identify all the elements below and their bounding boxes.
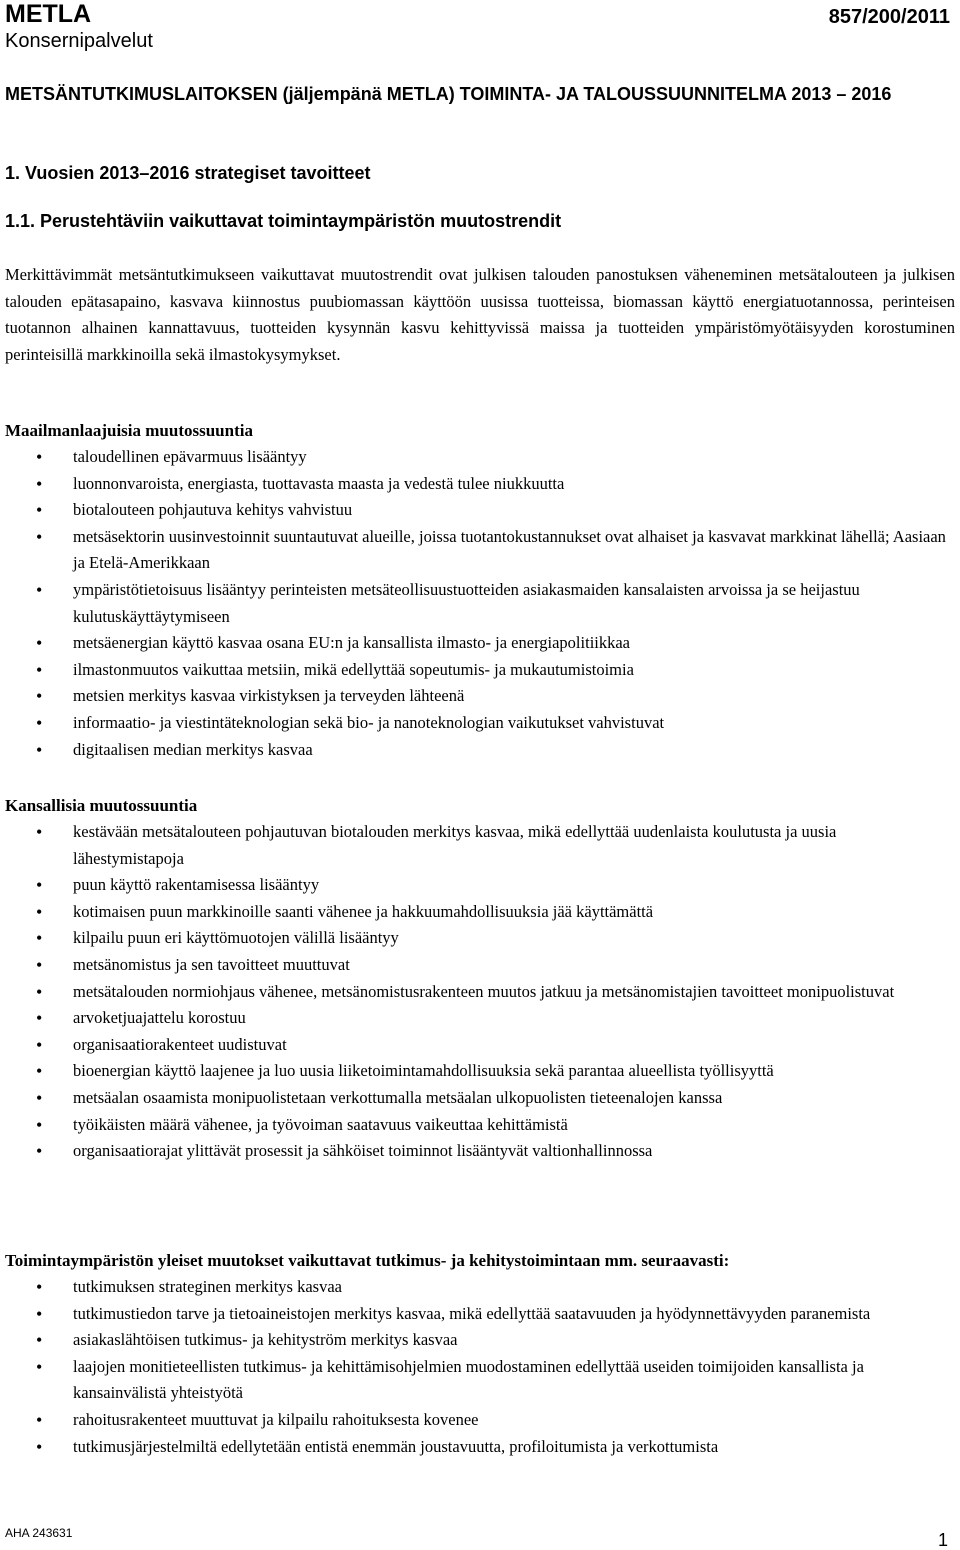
page-number: 1	[937, 1530, 948, 1550]
research-impacts-list	[0, 1274, 955, 1460]
list-item: • rahoitusrakenteet muuttuvat ja kilpailu rahoituksesta kovenee	[0, 1407, 955, 1434]
list-item: • ilmastonmuutos vaikuttaa metsiin, mikä edellyttää sopeutumis- ja mukautumistoimia	[0, 657, 955, 684]
organization-unit: Konsernipalvelut	[5, 30, 153, 52]
research-impacts-heading: Toimintaympäristön yleiset muutokset vaikuttavat tutkimus- ja kehitystoimintaan mm. seuraavasti:	[5, 1251, 730, 1270]
list-item: • organisaatiorajat ylittävät prosessit ja sähköiset toiminnot lisääntyvät valtionhallinnossa	[0, 1138, 955, 1165]
section-heading-1-1: 1.1. Perustehtäviin vaikuttavat toimintaympäristön muutostrendit	[5, 211, 562, 231]
document-title: METSÄNTUTKIMUSLAITOKSEN (jäljempänä METLA) TOIMINTA- JA TALOUSSUUNNITELMA 2013 – 2016	[5, 84, 892, 104]
list-item: • taloudellinen epävarmuus lisääntyy	[0, 444, 955, 471]
list-item: • tutkimusjärjestelmiltä edellytetään entistä enemmän joustavuutta, profiloitumista ja verkottumista	[0, 1434, 955, 1461]
list-item: • metsäenergian käyttö kasvaa osana EU:n ja kansallista ilmasto- ja energiapolitiikkaa	[0, 630, 955, 657]
list-item: • metsäsektorin uusinvestoinnit suuntautuvat alueille, joissa tuotantokustannukset ovat alhaiset ja kasvavat markkinat lähellä; Aasiaan ja Etelä-Amerikkaan	[0, 524, 955, 577]
list-item: • metsänomistus ja sen tavoitteet muuttuvat	[0, 952, 955, 979]
list-item: • laajojen monitieteellisten tutkimus- ja kehittämisohjelmien muodostaminen edellyttää useiden toimijoiden kansallista ja kansainvälistä yhteistyötä	[0, 1354, 955, 1407]
intro-paragraph: Merkittävimmät metsäntutkimukseen vaikuttavat muutostrendit ovat julkisen talouden panostuksen väheneminen metsätalouteen ja julkisen talouden epätasapaino, kasvava kiinnostus puubiomassan käyttöön uusissa tuotteissa, biomassan käyttö energiatuotannossa, perinteisen tuotannon alhainen kannattavuus, tuotteiden kysynnän kasvu kehittyvissä maissa ja tuotteiden ympäristömyötäisyyden korostuminen perinteisillä markkinoilla sekä ilmastokysymykset.	[5, 265, 955, 364]
list-item: • luonnonvaroista, energiasta, tuottavasta maasta ja vedestä tulee niukkuutta	[0, 471, 955, 498]
list-item: • kestävään metsätalouteen pohjautuvan biotalouden merkitys kasvaa, mikä edellyttää uudenlaista koulutusta ja uusia lähestymistapoja	[0, 819, 955, 872]
list-item: • arvoketjuajattelu korostuu	[0, 1005, 955, 1032]
list-item: • puun käyttö rakentamisessa lisääntyy	[0, 872, 955, 899]
national-trends-heading: Kansallisia muutossuuntia	[5, 796, 198, 815]
organization-name: METLA	[5, 0, 92, 28]
list-item: • informaatio- ja viestintäteknologian sekä bio- ja nanoteknologian vaikutukset vahvistuvat	[0, 710, 955, 737]
list-item: • bioenergian käyttö laajenee ja luo uusia liiketoimintamahdollisuuksia sekä parantaa alueellista työllisyyttä	[0, 1058, 955, 1085]
list-item: • biotalouteen pohjautuva kehitys vahvistuu	[0, 497, 955, 524]
list-item: • kilpailu puun eri käyttömuotojen välillä lisääntyy	[0, 925, 955, 952]
global-trends-heading: Maailmanlaajuisia muutossuuntia	[5, 421, 253, 440]
list-item: • työikäisten määrä vähenee, ja työvoiman saatavuus vaikeuttaa kehittämistä	[0, 1112, 955, 1139]
national-trends-list	[0, 819, 955, 1165]
list-item: • kotimaisen puun markkinoille saanti vähenee ja hakkuumahdollisuuksia jää käyttämättä	[0, 899, 955, 926]
list-item: • organisaatiorakenteet uudistuvat	[0, 1032, 955, 1059]
list-item: • tutkimuksen strateginen merkitys kasvaa	[0, 1274, 955, 1301]
list-item: • ympäristötietoisuus lisääntyy perinteisten metsäteollisuustuotteiden asiakasmaiden kansalaisten arvoissa ja se heijastuu kulutuskäyttäytymiseen	[0, 577, 955, 630]
list-item: • metsätalouden normiohjaus vähenee, metsänomistusrakenteen muutos jatkuu ja metsänomistajien tavoitteet monipuolistuvat	[0, 979, 955, 1006]
footer-document-code: AHA 243631	[5, 1526, 73, 1540]
list-item: • metsien merkitys kasvaa virkistyksen ja terveyden lähteenä	[0, 683, 955, 710]
global-trends-list	[0, 444, 955, 763]
section-heading-1: 1. Vuosien 2013–2016 strategiset tavoitteet	[5, 163, 371, 183]
list-item: • digitaalisen median merkitys kasvaa	[0, 737, 955, 764]
list-item: • tutkimustiedon tarve ja tietoaineistojen merkitys kasvaa, mikä edellyttää saatavuuden ja hyödynnettävyyden paranemista	[0, 1301, 955, 1328]
list-item: • asiakaslähtöisen tutkimus- ja kehityström merkitys kasvaa	[0, 1327, 955, 1354]
document-number: 857/200/2011	[828, 6, 950, 28]
list-item: • metsäalan osaamista monipuolistetaan verkottumalla metsäalan ulkopuolisten tieteenalojen kanssa	[0, 1085, 955, 1112]
